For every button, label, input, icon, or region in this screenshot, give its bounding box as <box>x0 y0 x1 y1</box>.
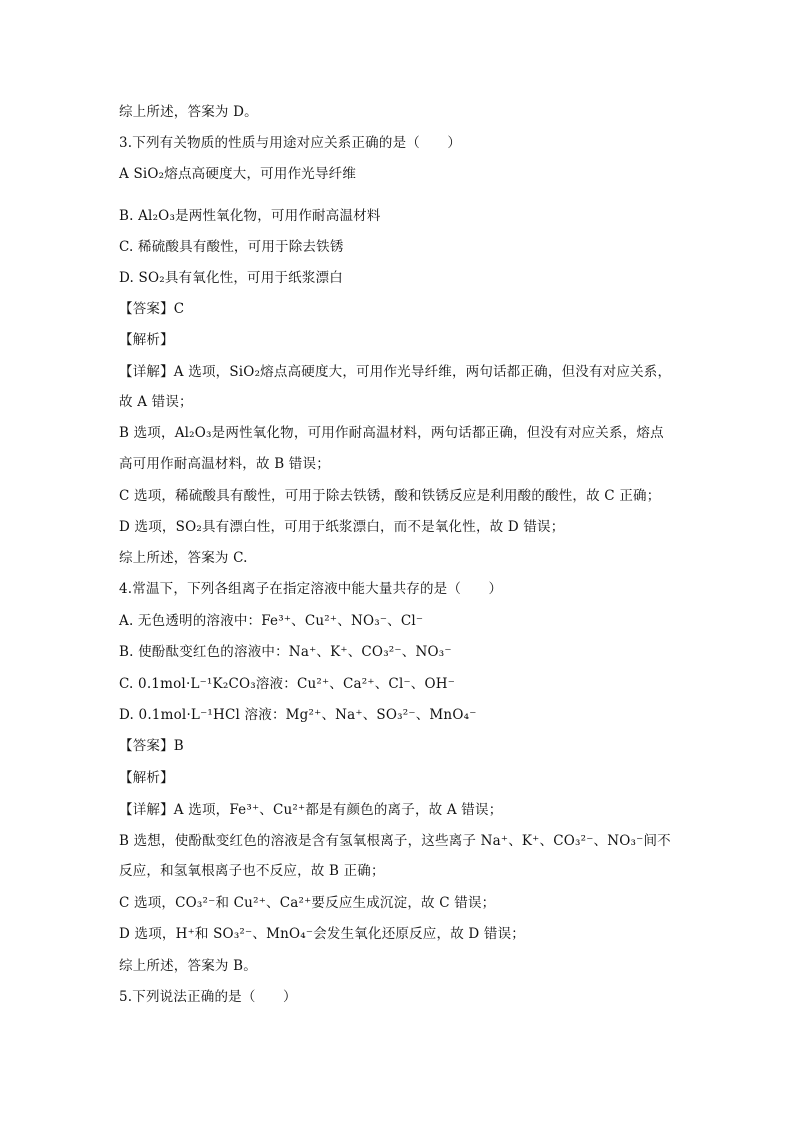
question-4-detail-line: 【详解】A 选项，Fe³⁺、Cu²⁺都是有颜色的离子，故 A 错误； <box>119 802 503 818</box>
question-3-analysis-heading: 【解析】 <box>119 332 174 348</box>
question-4-stem: 4.常温下，下列各组离子在指定溶液中能大量共存的是（ ） <box>119 581 503 597</box>
question-3-stem: 3.下列有关物质的性质与用途对应关系正确的是（ ） <box>119 135 462 151</box>
question-4-analysis-heading: 【解析】 <box>119 770 174 786</box>
question-5-stem: 5.下列说法正确的是（ ） <box>119 989 297 1005</box>
question-4-detail-line: B 选想，使酚酞变红色的溶液是含有氢氧根离子，这些离子 Na⁺、K⁺、CO₃²⁻、NO₃⁻间不 <box>119 833 671 849</box>
summary-line: 综上所述，答案为 C. <box>119 550 248 566</box>
question-4-detail-line: D 选项，H⁺和 SO₃²⁻、MnO₄⁻会发生氧化还原反应，故 D 错误； <box>119 926 525 942</box>
question-3-detail-line: D 选项，SO₂具有漂白性，可用于纸浆漂白，而不是氧化性，故 D 错误； <box>119 519 565 535</box>
question-4-option-b: B. 使酚酞变红色的溶液中：Na⁺、K⁺、CO₃²⁻、NO₃⁻ <box>119 644 452 660</box>
summary-line: 综上所述，答案为 D。 <box>119 104 258 120</box>
summary-line: 综上所述，答案为 B。 <box>119 958 257 974</box>
question-4-option-d: D. 0.1mol·L⁻¹HCl 溶液：Mg²⁺、Na⁺、SO₃²⁻、MnO₄⁻ <box>119 707 477 723</box>
question-3-detail-line: 故 A 错误； <box>119 394 193 410</box>
question-3-detail-line: C 选项，稀硫酸具有酸性，可用于除去铁锈，酸和铁锈反应是利用酸的酸性，故 C 正确； <box>119 488 661 504</box>
question-4-option-a: A. 无色透明的溶液中：Fe³⁺、Cu²⁺、NO₃⁻、Cl⁻ <box>119 613 424 629</box>
question-3-option-b: B. Al₂O₃是两性氧化物，可用作耐高温材料 <box>119 208 381 224</box>
question-3-option-d: D. SO₂具有氧化性，可用于纸浆漂白 <box>119 270 343 286</box>
question-3-detail-line: 高可用作耐高温材料，故 B 错误； <box>119 456 330 472</box>
question-4-answer: 【答案】B <box>119 738 184 754</box>
question-3-detail-line: B 选项，Al₂O₃是两性氧化物，可用作耐高温材料，两句话都正确，但没有对应关系，熔点 <box>119 425 664 441</box>
question-4-option-c: C. 0.1mol·L⁻¹K₂CO₃溶液：Cu²⁺、Ca²⁺、Cl⁻、OH⁻ <box>119 676 456 692</box>
question-4-detail-line: 反应，和氢氧根离子也不反应，故 B 正确； <box>119 863 385 879</box>
question-3-answer: 【答案】C <box>119 301 185 317</box>
question-4-detail-line: C 选项，CO₃²⁻和 Cu²⁺、Ca²⁺要反应生成沉淀，故 C 错误； <box>119 895 496 911</box>
question-3-option-a: A SiO₂熔点高硬度大，可用作光导纤维 <box>119 166 357 182</box>
question-3-option-c: C. 稀硫酸具有酸性，可用于除去铁锈 <box>119 239 344 255</box>
question-3-detail-line: 【详解】A 选项，SiO₂熔点高硬度大，可用作光导纤维，两句话都正确，但没有对应关系， <box>119 364 672 380</box>
